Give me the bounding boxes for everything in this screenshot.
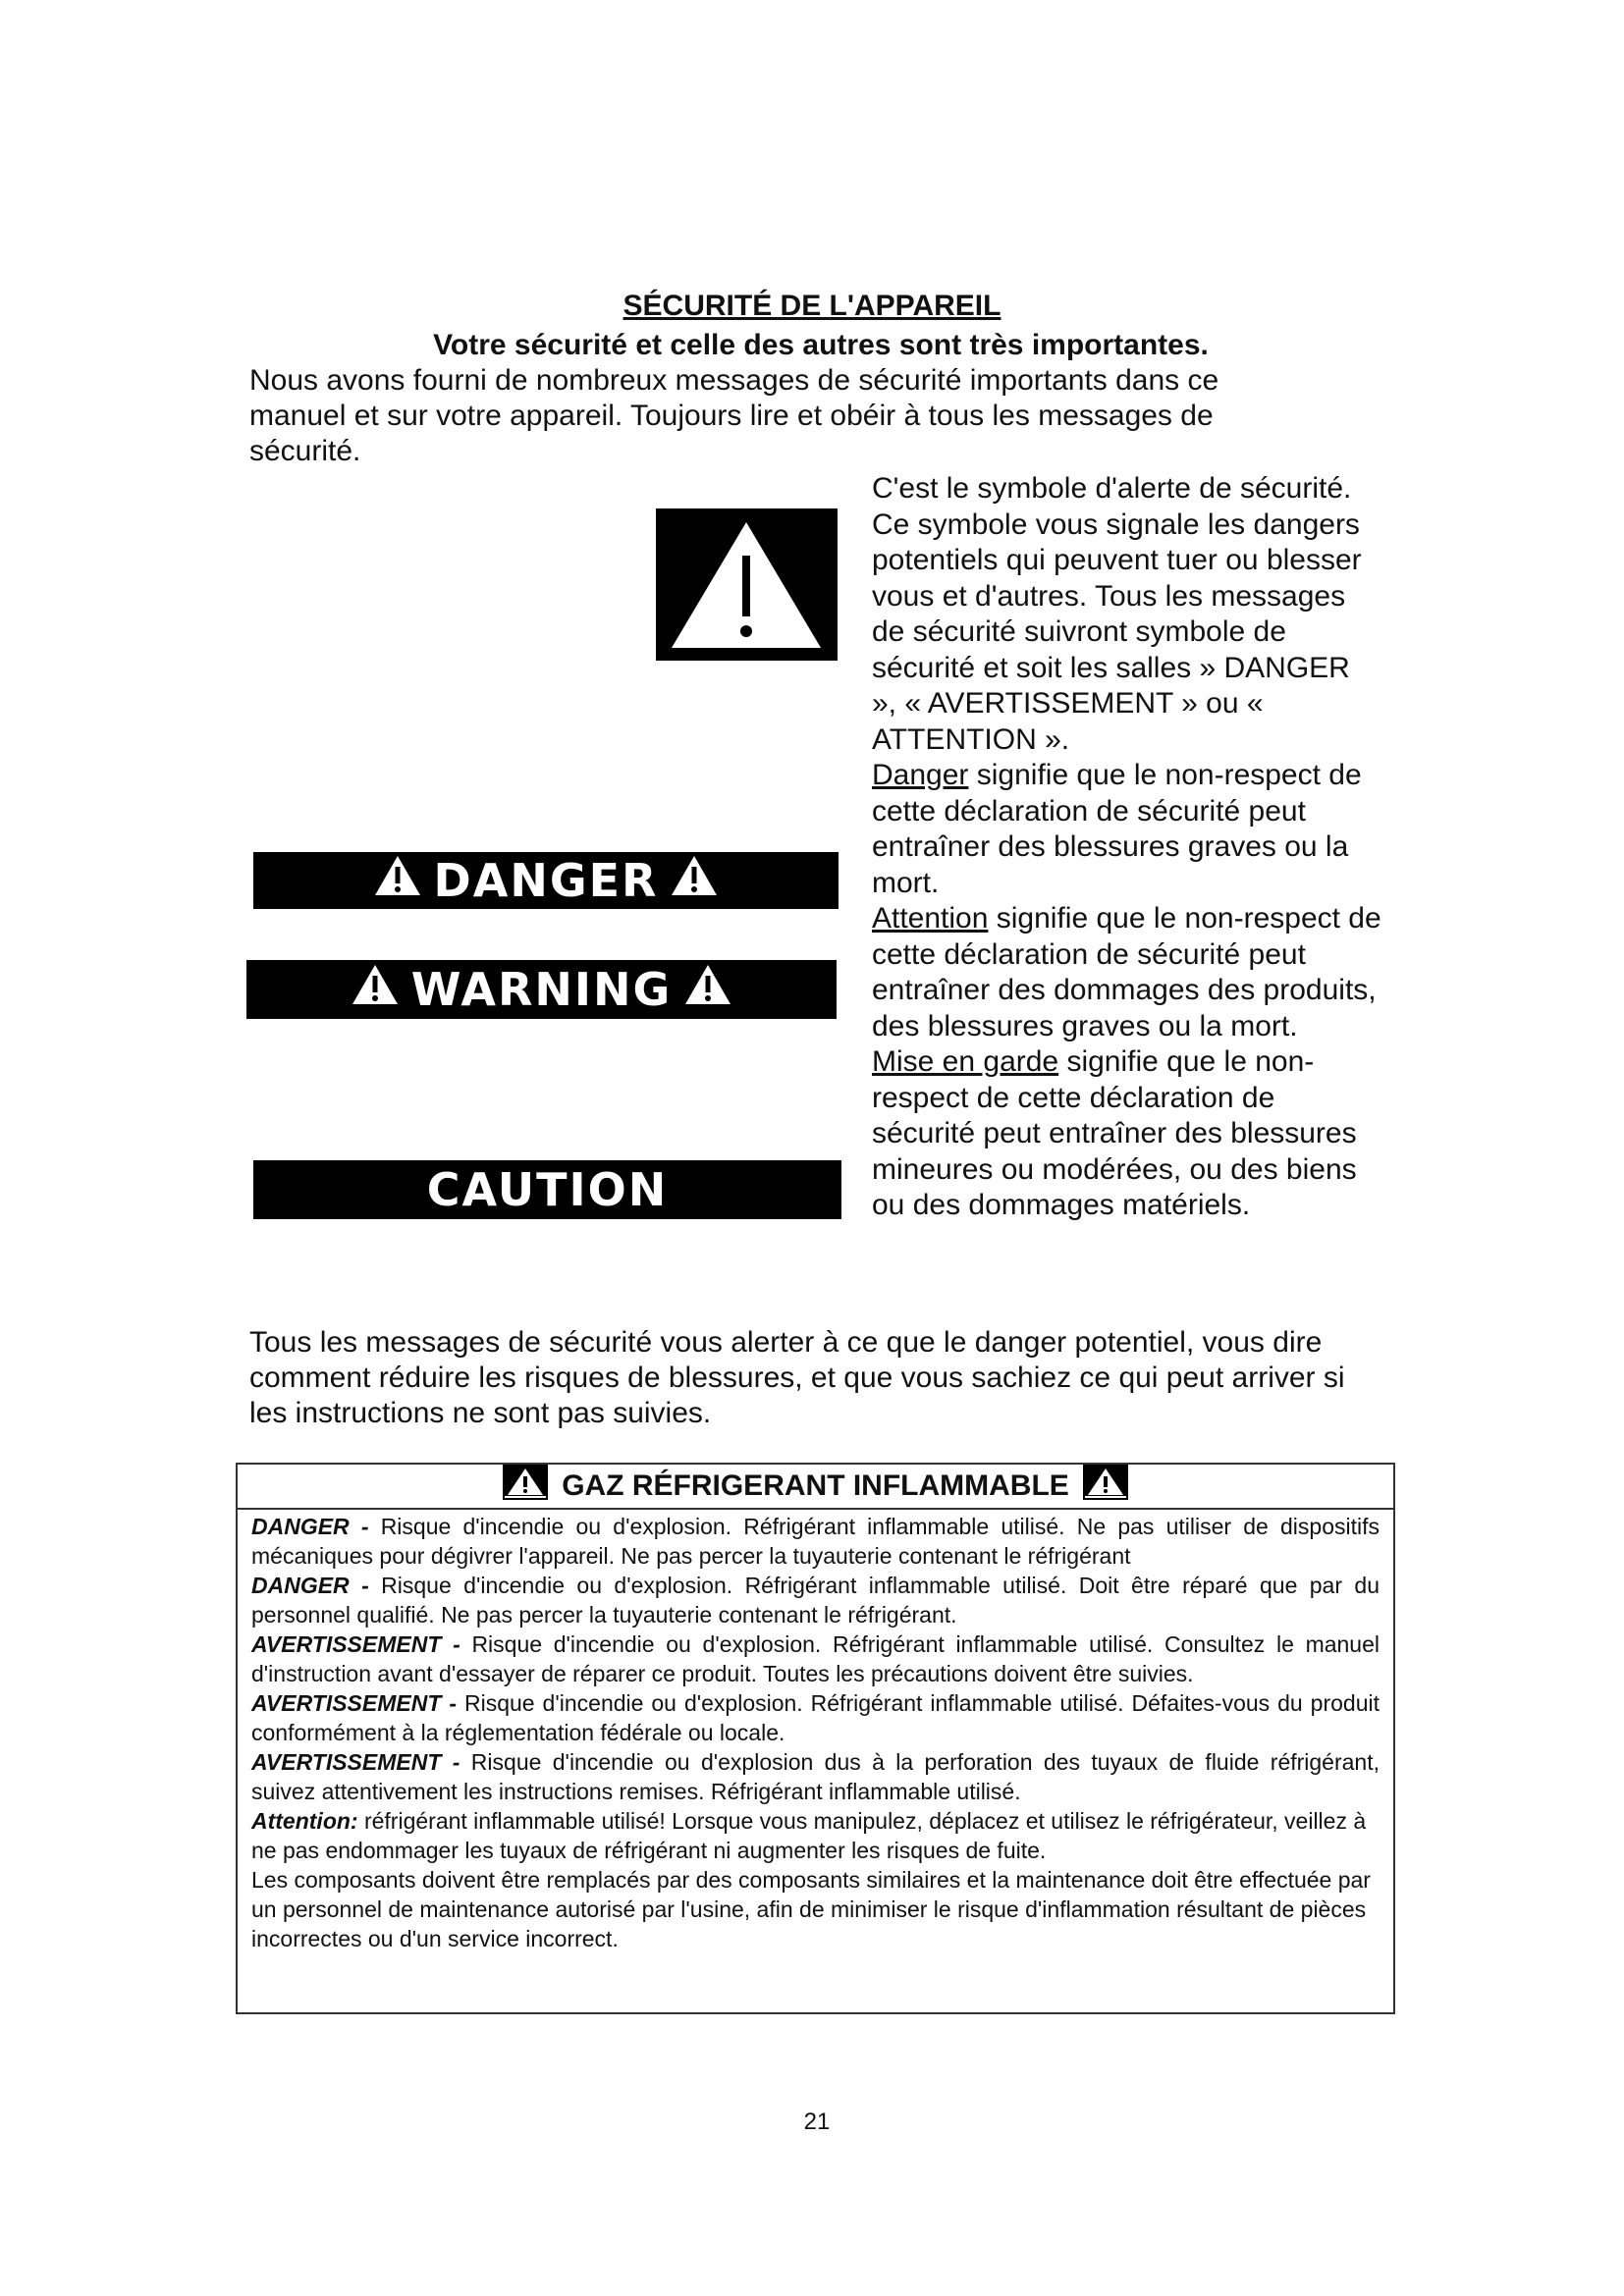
gas-entry-label: AVERTISSEMENT - bbox=[251, 1631, 460, 1657]
page-subtitle: Votre sécurité et celle des autres sont très importantes. bbox=[433, 329, 1209, 361]
gas-entry-label: Attention: bbox=[251, 1808, 358, 1834]
safety-alert-symbol bbox=[656, 508, 838, 661]
gas-entry-text: Risque d'incendie ou d'explosion. Réfrigérant inflammable utilisé. Ne pas utiliser de dispositifs mécaniques pour dégivrer l'appareil. Ne pas percer la tuyauterie contenant le réfrigérant bbox=[251, 1514, 1380, 1569]
danger-term: Danger bbox=[872, 759, 969, 791]
gas-entry bbox=[251, 1747, 1380, 1806]
warning-triangle-icon bbox=[683, 963, 732, 1017]
gas-entry-label: DANGER - bbox=[251, 1573, 369, 1598]
gas-entry-label: DANGER - bbox=[251, 1514, 369, 1539]
gas-entry bbox=[251, 1512, 1380, 1571]
attention-term: Attention bbox=[872, 902, 989, 934]
gas-entry-label: AVERTISSEMENT - bbox=[251, 1749, 460, 1775]
gas-box-title: GAZ RÉFRIGERANT INFLAMMABLE bbox=[562, 1469, 1069, 1502]
gas-closing: Les composants doivent être remplacés par des composants similaires et la maintenance doit être effectuée par un personnel de maintenance autorisé par l'usine, afin de minimiser le risque d'inflammation résultant de pièces incorrectes ou d'un service incorrect. bbox=[251, 1867, 1371, 1951]
attention-desc: signifie que le non-respect de cette déclaration de sécurité peut entraîner des dommages des produits, des blessures graves ou la mort. bbox=[872, 902, 1381, 1042]
warning-triangle-icon bbox=[670, 854, 719, 908]
symbol-explanations bbox=[872, 471, 1382, 1224]
gas-entry bbox=[251, 1629, 1380, 1688]
page-number: 21 bbox=[803, 2109, 831, 2135]
danger-explanation bbox=[872, 758, 1382, 901]
gas-entry-label: AVERTISSEMENT - bbox=[251, 1690, 458, 1716]
alert-symbol-text: C'est le symbole d'alerte de sécurité. Ce symbole vous signale les dangers potentiels qui peuvent tuer ou blesser vous et d'autres. Tous les messages de sécurité suivront symbole de sécurité et soit les salles » DANGER », « AVERTISSEMENT » ou « ATTENTION ». bbox=[872, 472, 1362, 756]
outro-paragraph: Tous les messages de sécurité vous alerter à ce que le danger potentiel, vous dire comment réduire les risques de blessures, et que vous sachiez ce qui peut arriver si les instructions ne sont pas suivies. bbox=[249, 1326, 1345, 1429]
gas-entry-text: Risque d'incendie ou d'explosion. Réfrigérant inflammable utilisé. Consultez le manuel d'instruction avant d'essayer de réparer ce produit. Toutes les précautions doivent être suivies. bbox=[251, 1631, 1380, 1686]
warning-triangle-icon bbox=[373, 854, 422, 908]
gas-entry-text: réfrigérant inflammable utilisé! Lorsque vous manipulez, déplacez et utilisez le réfrigérateur, veillez à ne pas endommager les tuyaux de réfrigérant ni augmenter les risques de fuite. bbox=[251, 1808, 1367, 1863]
intro-paragraph: Nous avons fourni de nombreux messages de sécurité importants dans ce manuel et sur votre appareil. Toujours lire et obéir à tous les messages de sécurité. bbox=[249, 364, 1219, 467]
gas-entry bbox=[251, 1688, 1380, 1747]
flammable-gas-warning-box bbox=[236, 1463, 1395, 2014]
warning-triangle-icon bbox=[351, 963, 400, 1017]
caution-desc: signifie que le non-respect de cette déclaration de sécurité peut entraîner des blessures mineures ou modérées, ou des biens ou des dommages matériels. bbox=[872, 1045, 1357, 1221]
danger-banner-label: DANGER bbox=[433, 854, 659, 907]
gas-box-body bbox=[238, 1510, 1393, 1953]
warning-banner-label: WARNING bbox=[410, 963, 673, 1016]
gas-entry-text: Risque d'incendie ou d'explosion. Réfrigérant inflammable utilisé. Doit être réparé que par du personnel qualifié. Ne pas percer la tuyauterie contenant le réfrigérant. bbox=[251, 1573, 1380, 1628]
caution-banner-label: CAUTION bbox=[426, 1163, 669, 1216]
warning-banner bbox=[246, 960, 837, 1019]
caution-explanation bbox=[872, 1044, 1382, 1224]
caution-banner bbox=[253, 1160, 841, 1219]
warning-triangle-icon bbox=[1083, 1465, 1128, 1508]
attention-explanation bbox=[872, 901, 1382, 1044]
page-title: SÉCURITÉ DE L'APPAREIL bbox=[623, 290, 1001, 322]
gas-box-header bbox=[238, 1465, 1393, 1510]
gas-entry bbox=[251, 1806, 1380, 1865]
danger-banner bbox=[253, 852, 839, 909]
gas-entry bbox=[251, 1571, 1380, 1629]
gas-entry-text: Risque d'incendie ou d'explosion dus à la perforation des tuyaux de fluide réfrigérant, suivez attentivement les instructions remises. Réfrigérant inflammable utilisé. bbox=[251, 1749, 1380, 1804]
gas-entry-text: Risque d'incendie ou d'explosion. Réfrigérant inflammable utilisé. Défaites-vous du produit conformément à la réglementation fédérale ou locale. bbox=[251, 1690, 1380, 1745]
caution-term: Mise en garde bbox=[872, 1045, 1059, 1078]
warning-triangle-icon bbox=[656, 508, 838, 661]
warning-triangle-icon bbox=[503, 1465, 548, 1508]
danger-desc: signifie que le non-respect de cette déclaration de sécurité peut entraîner des blessures graves ou la mort. bbox=[872, 759, 1362, 899]
